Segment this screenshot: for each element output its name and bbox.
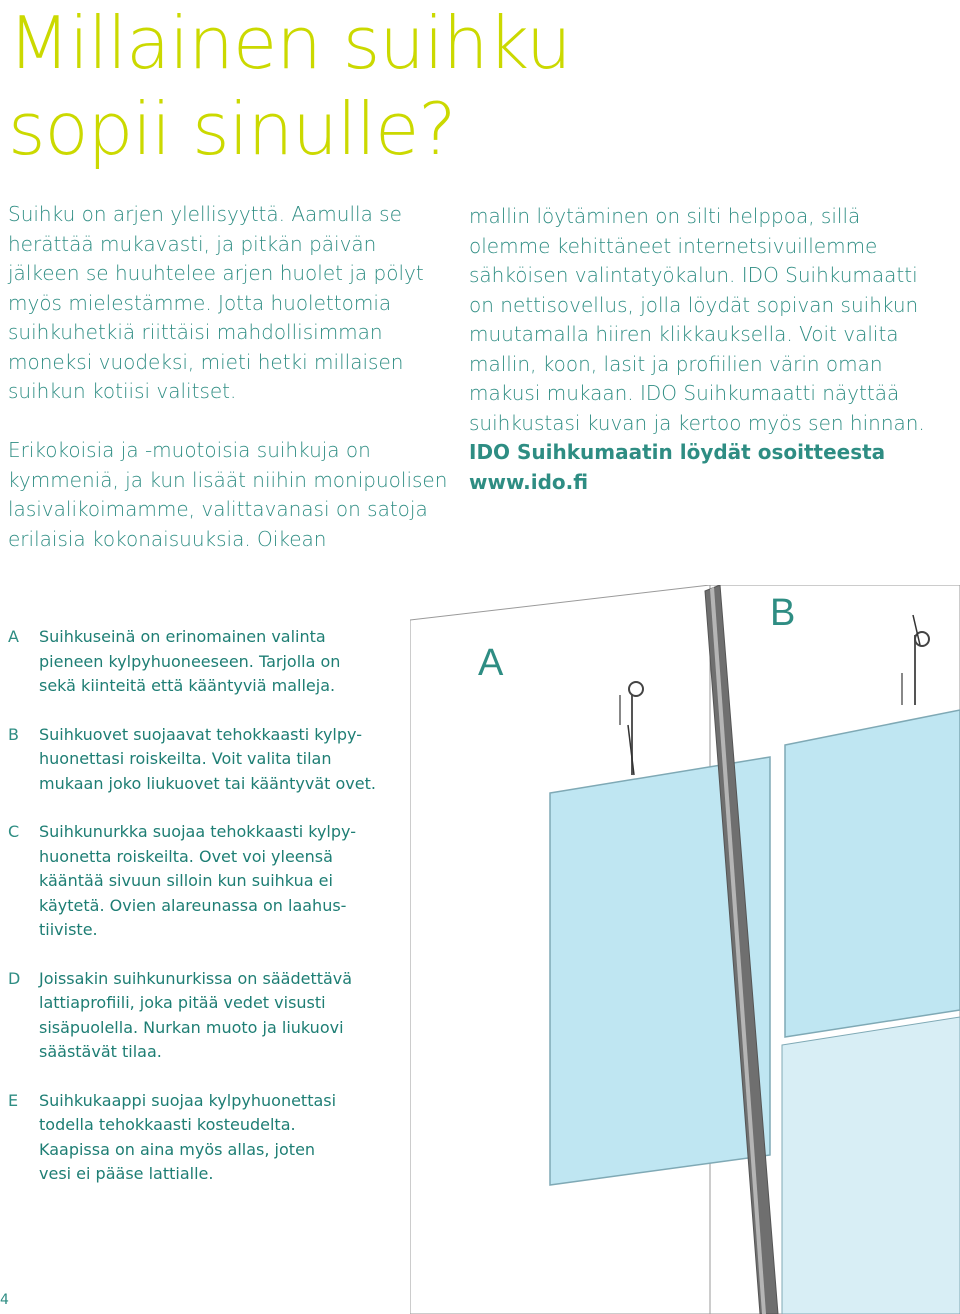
legend-item-e — [8, 1089, 408, 1187]
right-column — [469, 202, 939, 497]
intro-paragraph-1: Suihku on arjen ylellisyyttä. Aamulla se herättää mukavasti, ja pitkän päivän jälkeen se huuhtelee arjen huolet ja pölyt myös mielestämme. Jotta huolettomia suihkuhetkiä riittäisi mahdollisimman moneksi vuodeksi, mieti hetki millaisen suihkun kotiisi valitset. — [8, 202, 424, 403]
page-title — [8, 0, 571, 172]
legend-letter: C — [8, 822, 20, 841]
label-a: A — [478, 642, 504, 684]
shower-head-a-icon — [629, 682, 643, 696]
legend-text: Suihkunurkka suojaa tehokkaasti kylpy- huonetta roiskeilta. Ovet voi yleensä kääntää sivuun silloin kun suihkua ei käytetä. Ovien alareunassa on laahus- tiiviste. — [39, 822, 356, 939]
page-number: 4 — [0, 1292, 9, 1308]
glass-panel-b — [785, 710, 960, 1037]
legend-letter: E — [8, 1090, 19, 1110]
legend-item-b — [8, 723, 408, 797]
legend-text: Suihkukaappi suojaa kylpyhuonettasi todella tehokkaasti kosteudelta. Kaapissa on aina myös allas, joten vesi ei pääse lattialle. — [39, 1090, 337, 1183]
ido-link-text: IDO Suihkumaatin löydät osoitteesta www.ido.fi — [469, 440, 886, 494]
legend-letter: D — [8, 968, 21, 988]
legend-text: Suihkuseinä on erinomainen valinta pieneen kylpyhuoneeseen. Tarjolla on sekä kiinteitä että kääntyviä malleja. — [39, 627, 341, 695]
legend-letter: A — [8, 627, 19, 646]
glass-panel-b-lower — [782, 1017, 960, 1314]
intro-paragraph-2: Erikokoisia ja -muotoisia suihkuja on kymmeniä, ja kun lisäät niihin monipuolisen lasivalikoimamme, valittavanasi on satoja erilaisia kokonaisuuksia. Oikean — [8, 438, 448, 551]
legend-list — [8, 625, 408, 1211]
legend-item-d — [8, 967, 408, 1065]
legend-item-a — [8, 625, 408, 699]
title-line-2: sopii sinulle? — [8, 87, 456, 171]
right-column-text: mallin löytäminen on silti helppoa, sillä olemme kehittäneet internetsivuillemme sähköisen valintatyökalun. IDO Suihkumaatti on nettisovellus, jolla löydät sopivan suihkun muutamalla hiiren klikkauksella. Voit valita mallin, koon, lasit ja profiilien värin oman makusi mukaan. IDO Suihkumaatti näyttää suihkustasi kuvan ja kertoo myös sen hinnan. — [469, 204, 925, 435]
label-b: B — [770, 592, 796, 634]
legend-letter: B — [8, 724, 19, 744]
intro-column — [8, 200, 448, 584]
shower-illustration — [410, 585, 960, 1314]
right-column-paragraph — [469, 202, 939, 497]
legend-item-c — [8, 820, 408, 943]
legend-text: Joissakin suihkunurkissa on säädettävä lattiaprofiili, joka pitää vedet visusti sisäpuolella. Nurkan muoto ja liukuovi säästävät tilaa. — [39, 968, 353, 1061]
title-line-1: Millainen suihku — [8, 1, 571, 85]
legend-text: Suihkuovet suojaavat tehokkaasti kylpy- huonettasi roiskeilta. Voit valita tilan mukaan joko liukuovet tai kääntyvät ovet. — [39, 724, 376, 793]
